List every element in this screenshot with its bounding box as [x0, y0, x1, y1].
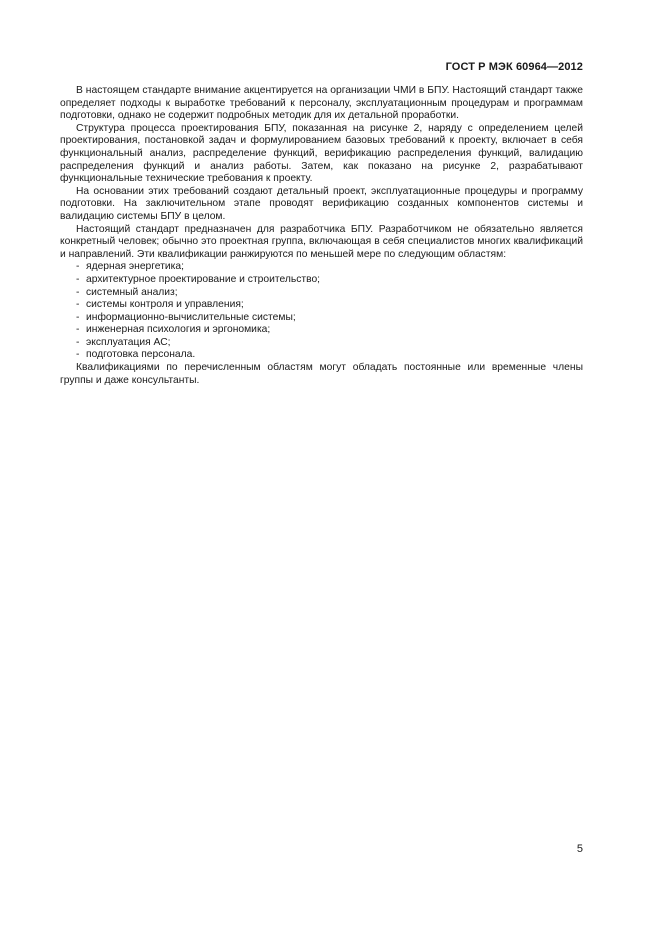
list-item-text: системный анализ;	[86, 286, 178, 298]
paragraph-hmi-focus: В настоящем стандарте внимание акцентируется на организации ЧМИ в БПУ. Настоящий стандарт также определяет подходы к выработке требований к персоналу, эксплуатационным процедурам и программам подготовки, однако не содержит подробных методик для их детальной проработки.	[60, 85, 583, 122]
qualification-list	[60, 261, 583, 362]
list-item	[60, 287, 583, 300]
list-dash: -	[76, 324, 80, 336]
list-dash: -	[76, 286, 80, 298]
document-body	[60, 85, 583, 387]
paragraph-detailed-design: На основании этих требований создают детальный проект, эксплуатационные процедуры и программу подготовки. На заключительном этапе проводят верификацию созданных компонентов системы и валидацию системы БПУ в целом.	[60, 185, 583, 222]
page-number: 5	[576, 843, 583, 855]
document-code-header: ГОСТ Р МЭК 60964—2012	[445, 61, 583, 73]
list-item-text: информационно-вычислительные системы;	[86, 311, 296, 323]
list-item	[60, 349, 583, 362]
list-dash: -	[76, 336, 80, 348]
list-item-text: системы контроля и управления;	[86, 299, 244, 311]
paragraph-design-process: Структура процесса проектирования БПУ, показанная на рисунке 2, наряду с определением целей проектирования, постановкой задач и формулированием базовых требований к проекту, включает в себя функциональный анализ, распределение функций, верификацию распределения функций, валидацию распределения функций и анализ работы. Затем, как показано на рисунке 2, разрабатывают функциональные технические требования к проекту.	[60, 122, 583, 185]
list-item	[60, 261, 583, 274]
list-item-text: эксплуатация АС;	[86, 336, 171, 348]
list-item	[60, 274, 583, 287]
list-dash: -	[76, 349, 80, 361]
list-dash: -	[76, 261, 80, 273]
list-item	[60, 312, 583, 325]
list-dash: -	[76, 273, 80, 285]
list-item-text: ядерная энергетика;	[86, 261, 184, 273]
list-item-text: подготовка персонала.	[86, 349, 196, 361]
list-item-text: архитектурное проектирование и строительство;	[86, 273, 321, 285]
list-item	[60, 299, 583, 312]
list-dash: -	[76, 299, 80, 311]
list-item-text: инженерная психология и эргономика;	[86, 324, 271, 336]
list-item	[60, 324, 583, 337]
paragraph-developer: Настоящий стандарт предназначен для разработчика БПУ. Разработчиком не обязательно является конкретный человек; обычно это проектная группа, включающая в себя специалистов многих квалификаций и направлений. Эти квалификации ранжируются по меньшей мере по следующим областям:	[60, 223, 583, 260]
paragraph-group-members: Квалификациями по перечисленным областям могут обладать постоянные или временные члены группы и даже консультанты.	[60, 362, 583, 386]
list-dash: -	[76, 311, 80, 323]
list-item	[60, 337, 583, 350]
